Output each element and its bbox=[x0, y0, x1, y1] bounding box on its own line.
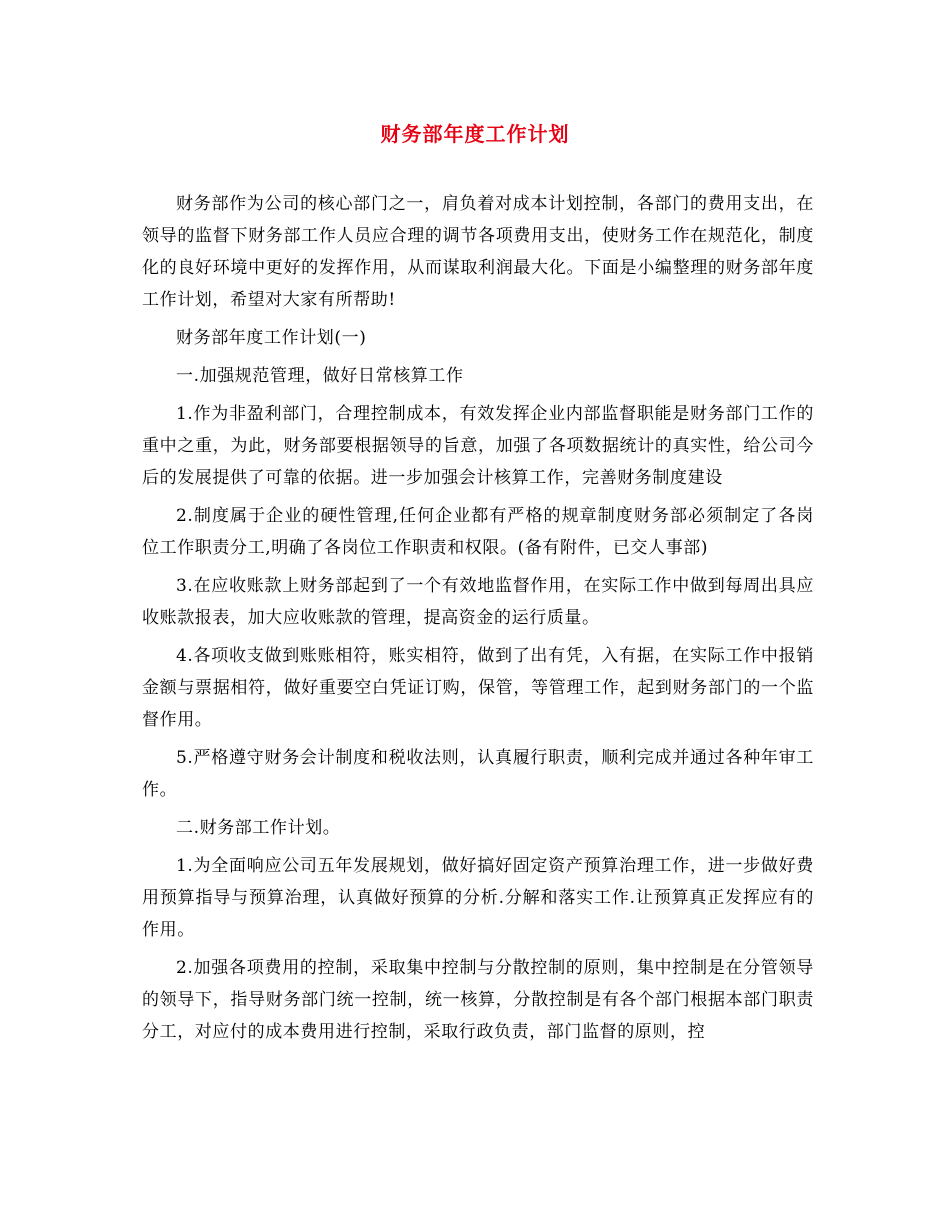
paragraph-2-1: 1.为全面响应公司五年发展规划，做好搞好固定资产预算治理工作，进一步做好费用预算指导与预算治理，认真做好预算的分析.分解和落实工作.让预算真正发挥应有的作用。 bbox=[142, 856, 814, 940]
section-heading-1: 一.加强规范管理，做好日常核算工作 bbox=[176, 366, 464, 386]
paragraph-plan-heading: 财务部年度工作计划(一) bbox=[176, 328, 367, 348]
paragraph-1-2: 2.制度属于企业的硬性管理,任何企业都有严格的规章制度财务部必须制定了各岗位工作职责分工,明确了各岗位工作职责和权限。(备有附件，已交人事部) bbox=[142, 506, 814, 558]
document-body bbox=[142, 188, 814, 1054]
paragraph-1-5: 5.严格遵守财务会计制度和税收法则，认真履行职责，顺利完成并通过各种年审工作。 bbox=[142, 748, 814, 800]
paragraph-1-4: 4.各项收支做到账账相符，账实相符，做到了出有凭，入有据，在实际工作中报销金额与票据相符，做好重要空白凭证订购，保管，等管理工作，起到财务部门的一个监督作用。 bbox=[142, 646, 814, 730]
paragraph-1-1: 1.作为非盈利部门，合理控制成本，有效发挥企业内部监督职能是财务部门工作的重中之重，为此，财务部要根据领导的旨意，加强了各项数据统计的真实性，给公司今后的发展提供了可靠的依据。进一步加强会计核算工作，完善财务制度建设 bbox=[142, 404, 814, 488]
paragraph-1-3: 3.在应收账款上财务部起到了一个有效地监督作用，在实际工作中做到每周出具应收账款报表，加大应收账款的管理，提高资金的运行质量。 bbox=[142, 576, 814, 628]
document-title: 财务部年度工作计划 bbox=[380, 122, 570, 146]
paragraph-2-2: 2.加强各项费用的控制，采取集中控制与分散控制的原则，集中控制是在分管领导的领导下，指导财务部门统一控制，统一核算，分散控制是有各个部门根据本部门职责分工，对应付的成本费用进行控制，采取行政负责，部门监督的原则，控 bbox=[142, 958, 814, 1042]
paragraph-intro: 财务部作为公司的核心部门之一，肩负着对成本计划控制，各部门的费用支出，在领导的监督下财务部工作人员应合理的调节各项费用支出，使财务工作在规范化，制度化的良好环境中更好的发挥作用，从而谋取利润最大化。下面是小编整理的财务部年度工作计划，希望对大家有所帮助! bbox=[142, 194, 814, 310]
section-heading-2: 二.财务部工作计划。 bbox=[176, 818, 341, 838]
